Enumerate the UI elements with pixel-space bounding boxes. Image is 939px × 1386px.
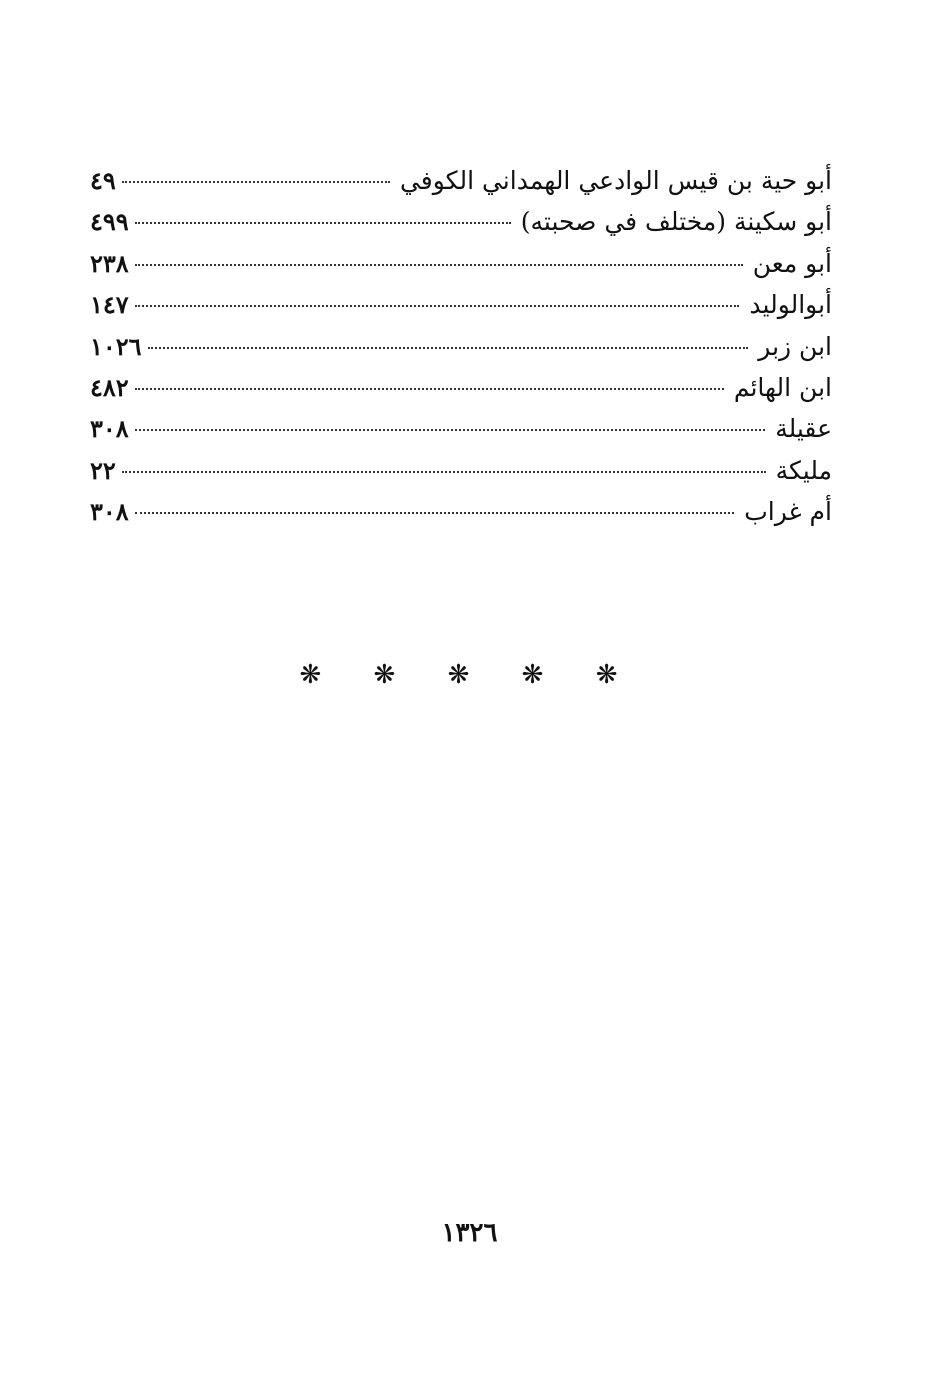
entry-name: ابن زبر <box>758 331 832 361</box>
entry-name: أبو معن <box>752 248 832 278</box>
page-number: ١٣٢٦ <box>441 1218 498 1248</box>
leader-dots <box>135 511 735 514</box>
entry-page-number: ٤٩٩ <box>90 207 129 237</box>
entry-page-number: ٣٠٨ <box>90 414 129 444</box>
entry-name: أم غراب <box>744 497 832 527</box>
index-entry <box>90 201 832 242</box>
entry-page-number: ٤٩ <box>90 166 116 195</box>
entry-page-number: ٣٠٨ <box>90 497 129 527</box>
leader-dots <box>122 470 766 473</box>
entry-page-number: ٤٨٢ <box>90 372 129 402</box>
entry-name: أبوالوليد <box>749 290 832 320</box>
entry-page-number: ٢٢ <box>90 455 116 485</box>
index-list <box>90 160 832 533</box>
index-entry <box>90 408 832 449</box>
leader-dots <box>148 346 749 349</box>
entry-name: أبو حية بن قيس الوادعي الهمداني الكوفي <box>399 166 832 195</box>
index-entry <box>90 491 832 532</box>
index-entry <box>90 243 832 284</box>
entry-name: ابن الهائم <box>733 372 832 402</box>
leader-dots <box>135 428 766 431</box>
section-separator-asterisks: ❋ ❋ ❋ ❋ ❋ <box>299 660 640 690</box>
index-entry <box>90 326 832 367</box>
leader-dots <box>135 387 724 390</box>
leader-dots <box>135 221 511 224</box>
entry-name: أبو سكينة (مختلف في صحبته) <box>520 207 832 237</box>
entry-page-number: ١٠٢٦ <box>90 331 142 361</box>
index-entry <box>90 284 832 325</box>
index-entry <box>90 367 832 408</box>
leader-dots <box>135 304 740 307</box>
entry-name: مليكة <box>775 455 832 485</box>
index-entry <box>90 160 832 201</box>
leader-dots <box>135 263 743 266</box>
index-entry <box>90 450 832 491</box>
leader-dots <box>122 180 390 183</box>
entry-name: عقيلة <box>775 414 832 444</box>
entry-page-number: ٢٣٨ <box>90 248 129 278</box>
entry-page-number: ١٤٧ <box>90 290 129 320</box>
